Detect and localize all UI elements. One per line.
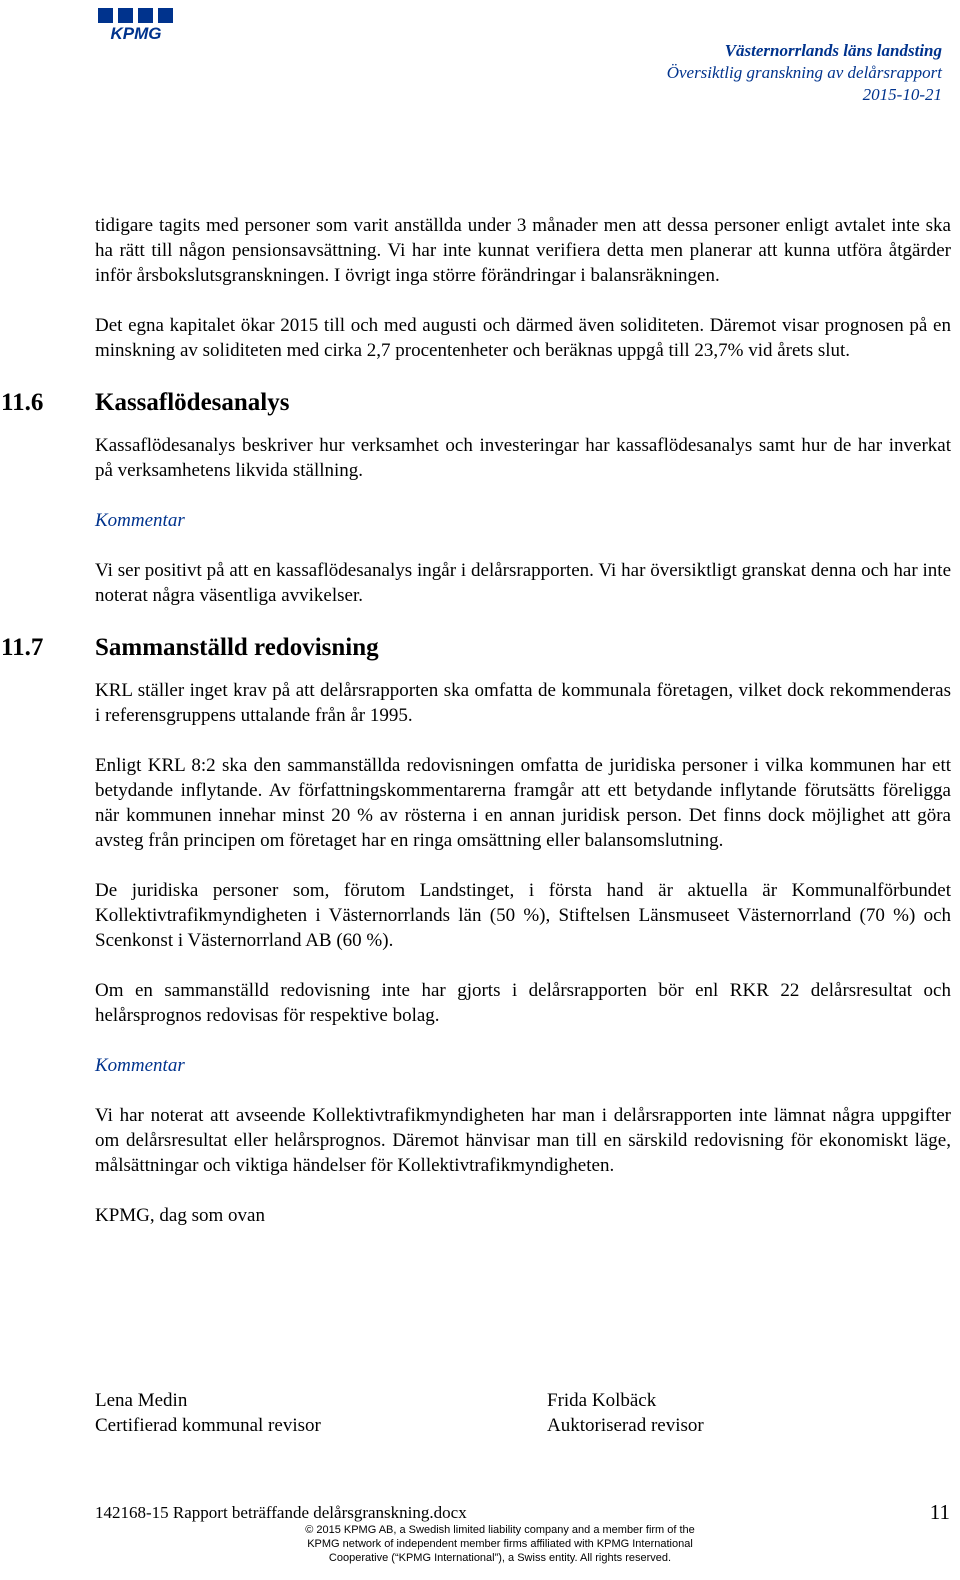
section-paragraph: KRL ställer inget krav på att delårsrapporten ska omfatta de kommunala företagen, vilket dock rekommenderas i referensgruppens uttalande från år 1995. <box>95 680 951 726</box>
signatory-name: Frida Kolbäck <box>547 1390 657 1411</box>
footer-file-name: 142168-15 Rapport beträffande delårsgranskning.docx <box>95 1503 467 1522</box>
intro-paragraph: Det egna kapitalet ökar 2015 till och med augusti och därmed även soliditeten. Däremot visar prognosen på en minskning av soliditeten med cirka 2,7 procentenheter och beräknas uppgå till 23,7% vid årets slut. <box>95 315 951 361</box>
section-number: 11.7 <box>1 634 44 661</box>
section-paragraph: Kassaflödesanalys beskriver hur verksamhet och investeringar har kassaflödesanalys samt hur de har inverkat på verksamhetens likvida ställning. <box>95 435 951 481</box>
page-number: 11 <box>929 1500 950 1524</box>
copyright-line: © 2015 KPMG AB, a Swedish limited liability company and a member firm of the <box>305 1524 695 1536</box>
section-paragraph: Om en sammanställd redovisning inte har gjorts i delårsrapporten bör enl RKR 22 delårsresultat och helårsprognos redovisas för respektive bolag. <box>95 980 951 1026</box>
section-title: Sammanställd redovisning <box>95 634 379 661</box>
signatory <box>95 1388 321 1438</box>
footer-copyright <box>250 1523 750 1565</box>
section-number: 11.6 <box>1 389 44 416</box>
signatory-title: Auktoriserad revisor <box>547 1415 704 1436</box>
header-report-title: Översiktlig granskning av delårsrapport <box>666 63 942 82</box>
comment-paragraph: Vi ser positivt på att en kassaflödesanalys ingår i delårsrapporten. Vi har översiktligt granskat denna och har inte noterat några väsentliga avvikelser. <box>95 560 951 606</box>
header-organization: Västernorrlands läns landsting <box>724 41 942 60</box>
section-heading-11-6 <box>1 388 951 418</box>
signatory-name: Lena Medin <box>95 1390 188 1411</box>
kpmg-logo <box>92 6 184 42</box>
document-body <box>1 213 951 1228</box>
page-header <box>667 40 942 106</box>
copyright-line: Cooperative (“KPMG International”), a Swiss entity. All rights reserved. <box>328 1552 672 1564</box>
closing-line: KPMG, dag som ovan <box>95 1205 265 1226</box>
header-date: 2015-10-21 <box>862 85 942 104</box>
comment-label: Kommentar <box>95 1055 185 1076</box>
copyright-line: KPMG network of independent member firms affiliated with KPMG International <box>307 1538 693 1550</box>
section-heading-11-7 <box>1 633 951 663</box>
logo-wordmark: KPMG <box>110 24 162 42</box>
comment-label: Kommentar <box>95 510 185 531</box>
section-title: Kassaflödesanalys <box>95 389 290 416</box>
signatory <box>547 1388 704 1438</box>
section-paragraph: De juridiska personer som, förutom Landstinget, i första hand är aktuella är Kommunalförbundet Kollektivtrafikmyndigheten i Västernorrlands län (50 %), Stiftelsen Länsmuseet Västernorrland (70 %) och Scenkonst i Västernorrland AB (60 %). <box>95 880 951 951</box>
signatory-title: Certifierad kommunal revisor <box>95 1415 321 1436</box>
section-paragraph: Enligt KRL 8:2 ska den sammanställda redovisningen omfatta de juridiska personer i vilka kommunen har ett betydande inflytande. Av författningskommentarerna framgår att ett betydande inflytande förutsätts föreligga när kommunen innehar minst 20 % av rösterna i en annan juridisk person. Det finns dock möjlighet att göra avsteg från principen om företaget har en ringa omsättning eller balansomslutning. <box>95 755 951 851</box>
comment-paragraph: Vi har noterat att avseende Kollektivtrafikmyndigheten har man i delårsrapporten inte lämnat några uppgifter om delårsresultat eller helårsprognos. Däremot hänvisar man till en särskild redovisning för ekonomiskt läge, målsättningar och viktiga händelser för Kollektivtrafikmyndigheten. <box>95 1105 951 1176</box>
intro-paragraph: tidigare tagits med personer som varit anställda under 3 månader men att dessa personer enligt avtalet inte ska ha rätt till någon pensionsavsättning. Vi har inte kunnat verifiera detta men planerar att kunna utföra åtgärder inför årsbokslutsgranskningen. I övrigt inga större förändringar i balansräkningen. <box>95 215 951 286</box>
